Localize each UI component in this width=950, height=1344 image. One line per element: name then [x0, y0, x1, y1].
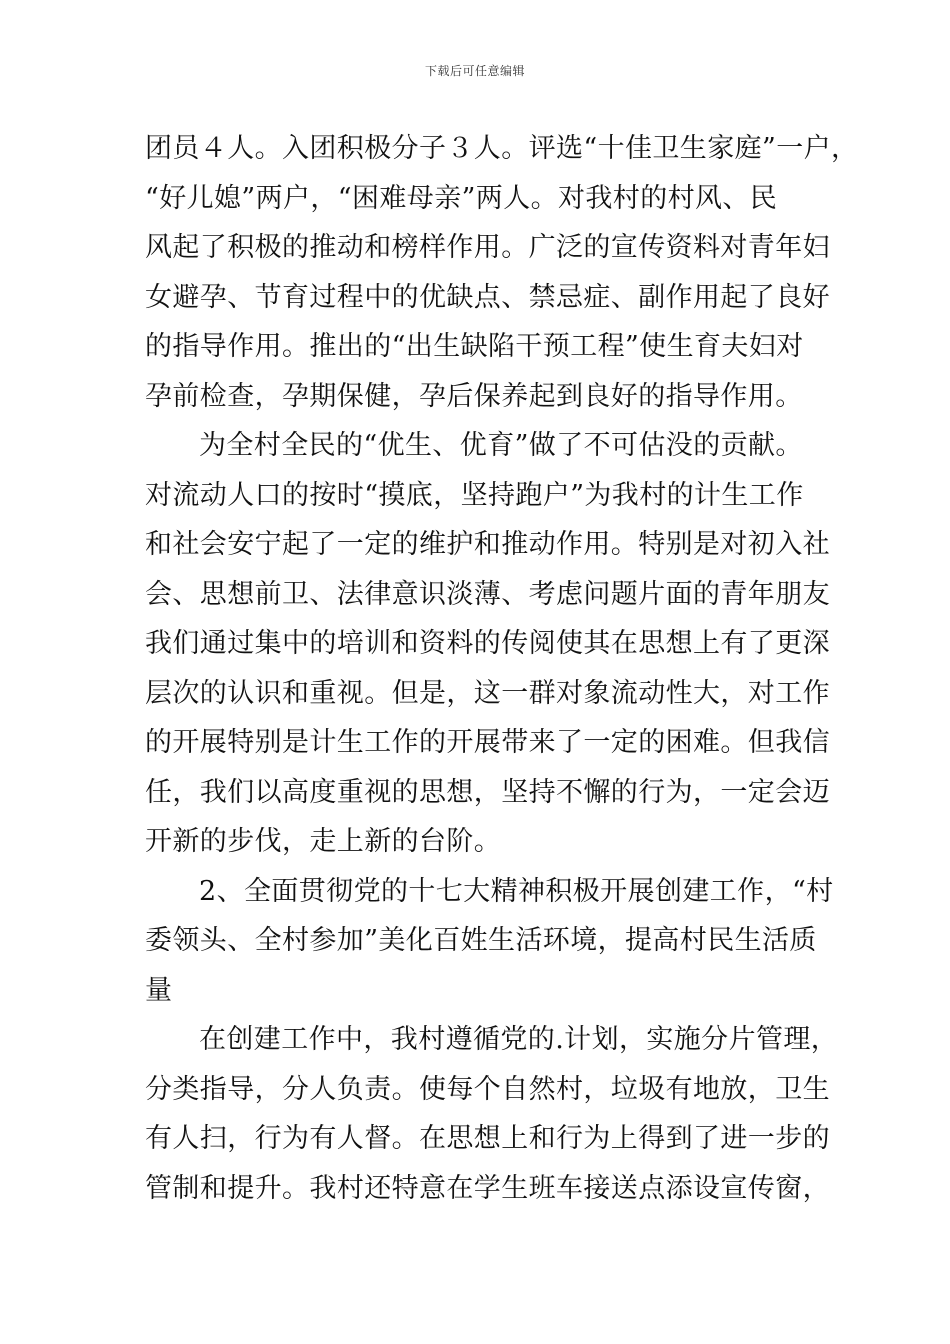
text-line: 和社会安宁起了一定的维护和推动作用。特别是对初入社 [145, 529, 830, 560]
text-line: 对流动人口的按时“摸底，坚持跑户”为我村的计生工作 [145, 479, 804, 511]
paragraph [145, 426, 830, 872]
text-line: 任，我们以高度重视的思想，坚持不懈的行为，一定会迈 [145, 776, 830, 808]
text-line: 团员４人。入团积极分子３人。评选“十佳卫生家庭”一户， [145, 133, 859, 164]
paragraph [145, 129, 859, 426]
text-line: 女避孕、节育过程中的优缺点、禁忌症、副作用起了良好 [145, 281, 830, 313]
text-line: 的指导作用。推出的“出生缺陷干预工程”使生育夫妇对 [145, 331, 804, 362]
text-line: 开新的步伐，走上新的台阶。 [145, 826, 502, 857]
text-line: 有人扫，行为有人督。在思想上和行为上得到了进一步的 [145, 1123, 830, 1154]
page-header: 下载后可任意编辑 [424, 64, 525, 78]
text-line: 会、思想前卫、法律意识淡薄、考虑问题片面的青年朋友 [145, 578, 830, 610]
text-line: 为全村全民的“优生、优育”做了不可估没的贡献。 [199, 430, 803, 461]
text-line: 在创建工作中，我村遵循党的.计划，实施分片管理， [199, 1024, 839, 1055]
text-line: 委领头、全村参加”美化百姓生活环境，提高村民生活质 [145, 925, 817, 956]
text-line: 我们通过集中的培训和资料的传阅使其在思想上有了更深 [145, 628, 830, 659]
text-line: 孕前检查，孕期保健，孕后保养起到良好的指导作用。 [145, 380, 803, 412]
text-line: 的开展特别是计生工作的开展带来了一定的困难。但我信 [145, 727, 830, 758]
text-line: 量 [145, 974, 173, 1006]
paragraph [145, 872, 834, 1021]
text-line: 管制和提升。我村还特意在学生班车接送点添设宣传窗， [145, 1172, 830, 1204]
paragraph [145, 1020, 839, 1218]
document-body [145, 129, 859, 1218]
text-line: “好儿媳”两户，“困难母亲”两人。对我村的村风、民 [145, 182, 778, 214]
text-line: 2、全面贯彻党的十七大精神积极开展创建工作，“村 [199, 875, 834, 907]
text-line: 风起了积极的推动和榜样作用。广泛的宣传资料对青年妇 [145, 232, 830, 263]
text-line: 分类指导，分人负责。使每个自然村，垃圾有地放，卫生 [145, 1073, 830, 1105]
text-line: 层次的认识和重视。但是，这一群对象流动性大，对工作 [145, 677, 830, 709]
